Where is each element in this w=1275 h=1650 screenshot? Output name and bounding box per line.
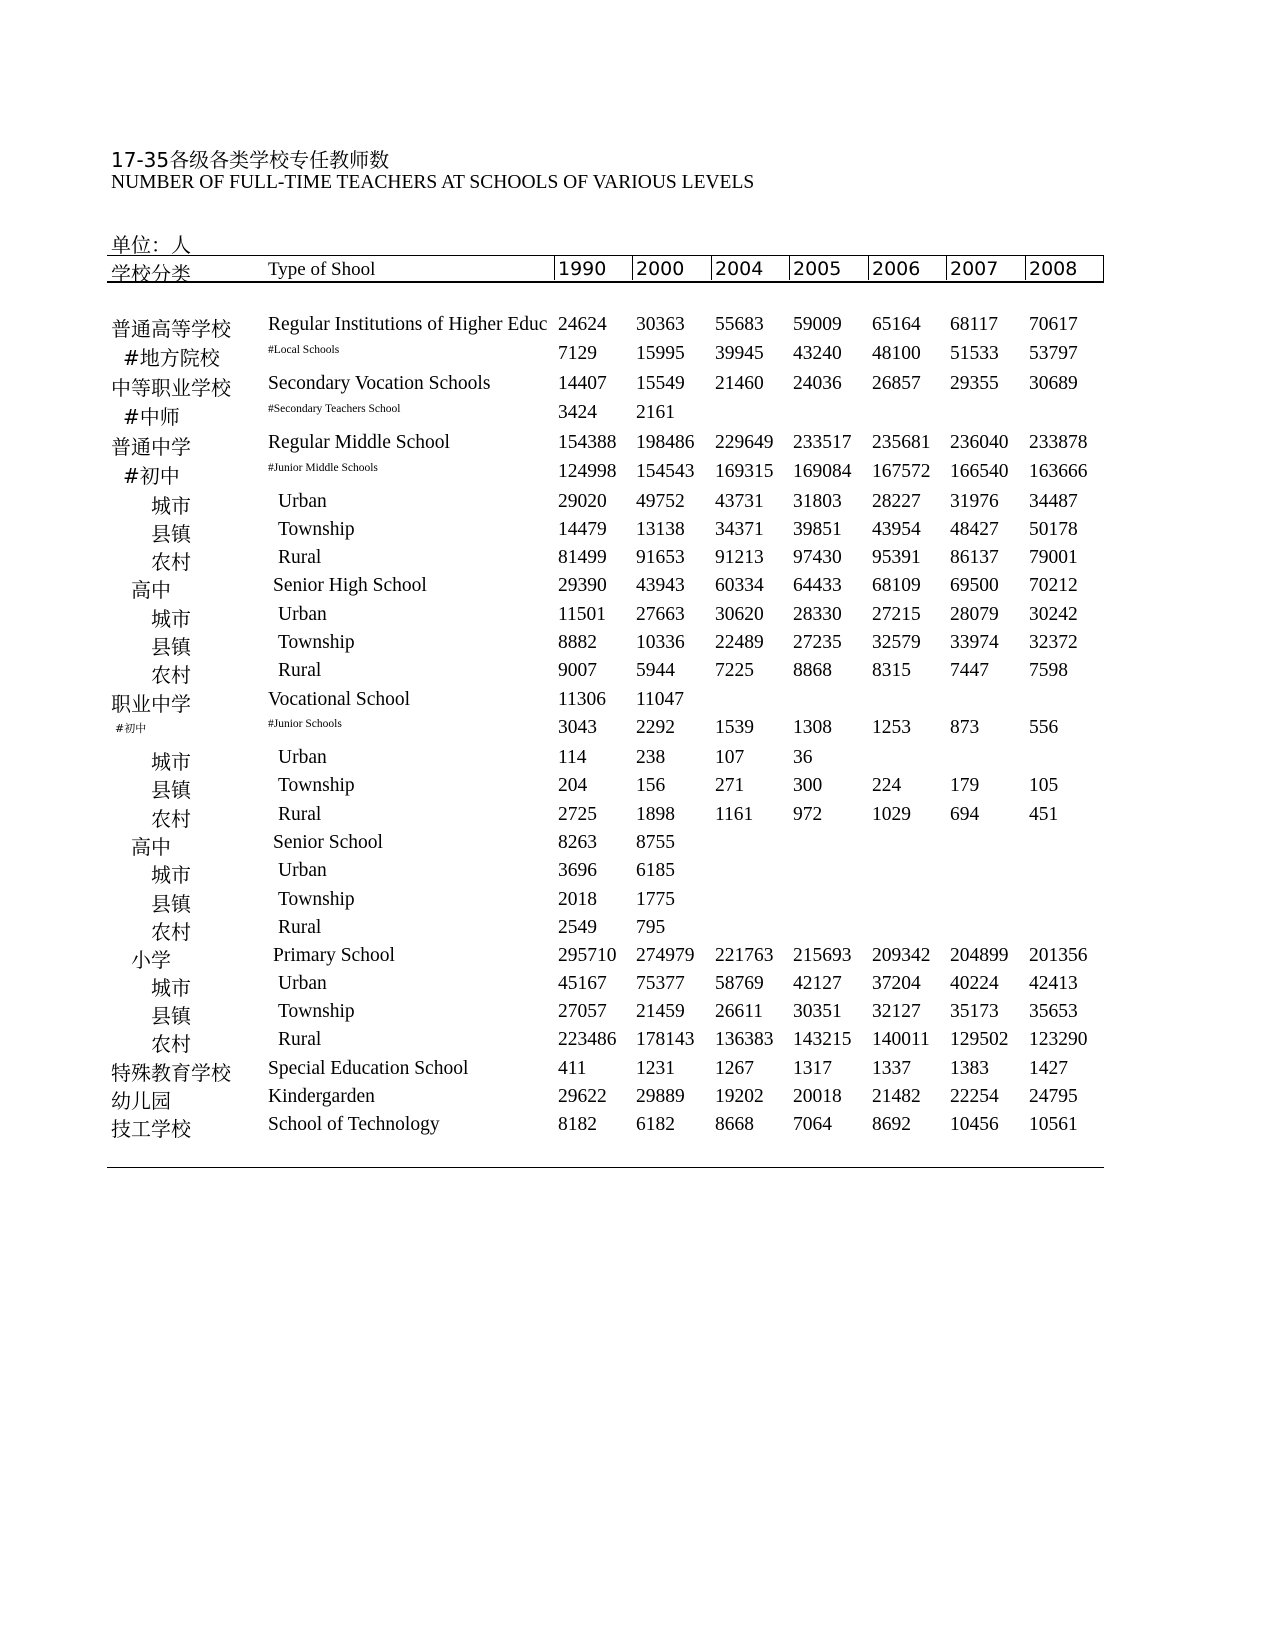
header-category-en: Type of Shool (268, 259, 376, 280)
row-label-cn: 城市 (151, 976, 191, 1000)
cell-value: 8668 (715, 1114, 754, 1135)
row-label-en: Township (278, 775, 355, 796)
cell-value: 42127 (793, 973, 842, 994)
table-title-chinese (111, 144, 389, 173)
table-row (0, 859, 1275, 887)
cell-value: 178143 (636, 1029, 695, 1050)
cell-value: 53797 (1029, 343, 1078, 364)
cell-value: 8315 (872, 660, 911, 681)
cell-value: 24036 (793, 373, 842, 394)
cell-value: 3696 (558, 860, 597, 881)
cell-value: 32372 (1029, 632, 1078, 653)
cell-value: 163666 (1029, 461, 1088, 482)
cell-value: 24624 (558, 314, 607, 335)
cell-value: 2161 (636, 402, 675, 423)
cell-value: 8882 (558, 632, 597, 653)
cell-value: 14407 (558, 373, 607, 394)
row-label-cn: #初中 (115, 722, 147, 735)
row-label-cn: 城市 (151, 494, 191, 518)
cell-value: 86137 (950, 547, 999, 568)
cell-value: 1231 (636, 1058, 675, 1079)
row-label-cn: 中等职业学校 (111, 376, 231, 400)
table-row (0, 490, 1275, 518)
table-row (0, 401, 1275, 429)
cell-value: 1539 (715, 717, 754, 738)
table-row (0, 688, 1275, 716)
cell-value: 91653 (636, 547, 685, 568)
row-label-cn: #初中 (123, 464, 180, 488)
row-label-en: Primary School (273, 945, 395, 966)
cell-value: 873 (950, 717, 980, 738)
row-label-en: #Local Schools (268, 344, 340, 356)
cell-value: 21459 (636, 1001, 685, 1022)
table-row (0, 574, 1275, 602)
cell-value: 29889 (636, 1086, 685, 1107)
cell-value: 31803 (793, 491, 842, 512)
table-row (0, 746, 1275, 774)
row-label-cn: 城市 (151, 750, 191, 774)
row-label-en: Urban (278, 604, 327, 625)
row-label-en: School of Technology (268, 1114, 440, 1135)
table-row (0, 1000, 1275, 1028)
cell-value: 95391 (872, 547, 921, 568)
cell-value: 233878 (1029, 432, 1088, 453)
row-label-cn: 县镇 (151, 635, 191, 659)
cell-value: 972 (793, 804, 823, 825)
cell-value: 69500 (950, 575, 999, 596)
cell-value: 204 (558, 775, 588, 796)
table-row (0, 803, 1275, 831)
cell-value: 37204 (872, 973, 921, 994)
header-year: 2006 (868, 256, 946, 280)
cell-value: 167572 (872, 461, 931, 482)
cell-value: 30363 (636, 314, 685, 335)
table-row (0, 774, 1275, 802)
header-year: 2008 (1025, 256, 1103, 280)
cell-value: 166540 (950, 461, 1009, 482)
cell-value: 124998 (558, 461, 617, 482)
cell-value: 1308 (793, 717, 832, 738)
cell-value: 97430 (793, 547, 842, 568)
cell-value: 2725 (558, 804, 597, 825)
cell-value: 271 (715, 775, 745, 796)
cell-value: 795 (636, 917, 666, 938)
cell-value: 24795 (1029, 1086, 1078, 1107)
cell-value: 7129 (558, 343, 597, 364)
cell-value: 10456 (950, 1114, 999, 1135)
row-label-cn: 县镇 (151, 522, 191, 546)
cell-value: 20018 (793, 1086, 842, 1107)
row-label-en: Regular Institutions of Higher Educ (268, 314, 548, 335)
cell-value: 233517 (793, 432, 852, 453)
cell-value: 8755 (636, 832, 675, 853)
cell-value: 7447 (950, 660, 989, 681)
cell-value: 30351 (793, 1001, 842, 1022)
row-label-cn: 农村 (151, 807, 191, 831)
cell-value: 201356 (1029, 945, 1088, 966)
cell-value: 1029 (872, 804, 911, 825)
cell-value: 31976 (950, 491, 999, 512)
cell-value: 27057 (558, 1001, 607, 1022)
row-label-cn: 职业中学 (111, 692, 191, 716)
table-row (0, 342, 1275, 370)
cell-value: 29355 (950, 373, 999, 394)
cell-value: 1427 (1029, 1058, 1068, 1079)
cell-value: 114 (558, 747, 587, 768)
cell-value: 169315 (715, 461, 774, 482)
table-title-english: NUMBER OF FULL-TIME TEACHERS AT SCHOOLS OF VARIOUS LEVELS (111, 172, 755, 193)
cell-value: 6182 (636, 1114, 675, 1135)
cell-value: 136383 (715, 1029, 774, 1050)
cell-value: 238 (636, 747, 666, 768)
row-label-en: Secondary Vocation Schools (268, 373, 491, 394)
cell-value: 300 (793, 775, 823, 796)
cell-value: 28227 (872, 491, 921, 512)
cell-value: 9007 (558, 660, 597, 681)
cell-value: 223486 (558, 1029, 617, 1050)
table-row (0, 916, 1275, 944)
row-label-en: #Secondary Teachers School (268, 403, 401, 415)
cell-value: 48427 (950, 519, 999, 540)
cell-value: 154388 (558, 432, 617, 453)
row-label-cn: 县镇 (151, 1004, 191, 1028)
cell-value: 30620 (715, 604, 764, 625)
row-label-cn: 城市 (151, 863, 191, 887)
cell-value: 1267 (715, 1058, 754, 1079)
cell-value: 59009 (793, 314, 842, 335)
table-row (0, 1057, 1275, 1085)
row-label-cn: #中师 (123, 405, 180, 429)
cell-value: 68117 (950, 314, 999, 335)
row-label-cn: 县镇 (151, 778, 191, 802)
cell-value: 27663 (636, 604, 685, 625)
cell-value: 75377 (636, 973, 685, 994)
cell-value: 39945 (715, 343, 764, 364)
cell-value: 295710 (558, 945, 617, 966)
header-year: 2000 (632, 256, 711, 280)
cell-value: 30689 (1029, 373, 1078, 394)
cell-value: 43240 (793, 343, 842, 364)
cell-value: 19202 (715, 1086, 764, 1107)
cell-value: 179 (950, 775, 980, 796)
cell-value: 274979 (636, 945, 695, 966)
table-row (0, 1085, 1275, 1113)
cell-value: 154543 (636, 461, 695, 482)
cell-value: 209342 (872, 945, 931, 966)
table-row (0, 1113, 1275, 1141)
cell-value: 42413 (1029, 973, 1078, 994)
cell-value: 30242 (1029, 604, 1078, 625)
cell-value: 51533 (950, 343, 999, 364)
cell-value: 81499 (558, 547, 607, 568)
cell-value: 8868 (793, 660, 832, 681)
cell-value: 68109 (872, 575, 921, 596)
cell-value: 5944 (636, 660, 675, 681)
cell-value: 49752 (636, 491, 685, 512)
row-label-en: Vocational School (268, 689, 411, 710)
table-row (0, 518, 1275, 546)
row-label-en: Rural (278, 917, 322, 938)
cell-value: 1337 (872, 1058, 911, 1079)
cell-value: 64433 (793, 575, 842, 596)
table-row (0, 831, 1275, 859)
cell-value: 7225 (715, 660, 754, 681)
cell-value: 65164 (872, 314, 921, 335)
cell-value: 79001 (1029, 547, 1078, 568)
table-row (0, 372, 1275, 400)
table-row (0, 460, 1275, 488)
row-label-en: Urban (278, 973, 327, 994)
cell-value: 32579 (872, 632, 921, 653)
cell-value: 3424 (558, 402, 597, 423)
row-label-en: Rural (278, 660, 322, 681)
cell-value: 35653 (1029, 1001, 1078, 1022)
row-label-en: Kindergarden (268, 1086, 375, 1107)
cell-value: 224 (872, 775, 902, 796)
table-row (0, 631, 1275, 659)
cell-value: 2549 (558, 917, 597, 938)
cell-value: 45167 (558, 973, 607, 994)
cell-value: 13138 (636, 519, 685, 540)
table-row (0, 313, 1275, 341)
cell-value: 33974 (950, 632, 999, 653)
cell-value: 70212 (1029, 575, 1078, 596)
cell-value: 26857 (872, 373, 921, 394)
cell-value: 1317 (793, 1058, 832, 1079)
row-label-en: Urban (278, 860, 327, 881)
table-row (0, 431, 1275, 459)
cell-value: 55683 (715, 314, 764, 335)
cell-value: 105 (1029, 775, 1059, 796)
table-row (0, 1028, 1275, 1056)
header-category-cn: 学校分类 (111, 262, 191, 286)
cell-value: 29020 (558, 491, 607, 512)
cell-value: 22489 (715, 632, 764, 653)
cell-value: 28079 (950, 604, 999, 625)
row-label-cn: 农村 (151, 920, 191, 944)
row-label-cn: #地方院校 (123, 346, 220, 370)
row-label-cn: 县镇 (151, 892, 191, 916)
cell-value: 43954 (872, 519, 921, 540)
cell-value: 221763 (715, 945, 774, 966)
cell-value: 91213 (715, 547, 764, 568)
cell-value: 10336 (636, 632, 685, 653)
cell-value: 58769 (715, 973, 764, 994)
cell-value: 29622 (558, 1086, 607, 1107)
table-number: 17-35 (111, 148, 170, 172)
row-label-en: Township (278, 632, 355, 653)
row-label-en: Regular Middle School (268, 432, 450, 453)
cell-value: 235681 (872, 432, 931, 453)
cell-value: 198486 (636, 432, 695, 453)
row-label-cn: 高中 (131, 835, 171, 859)
table-row (0, 603, 1275, 631)
cell-value: 236040 (950, 432, 1009, 453)
cell-value: 1253 (872, 717, 911, 738)
row-label-en: Township (278, 1001, 355, 1022)
row-label-en: Rural (278, 804, 322, 825)
cell-value: 556 (1029, 717, 1059, 738)
row-label-en: Urban (278, 747, 327, 768)
row-label-cn: 普通高等学校 (111, 317, 231, 341)
row-label-cn: 农村 (151, 550, 191, 574)
cell-value: 156 (636, 775, 666, 796)
cell-value: 694 (950, 804, 980, 825)
row-label-cn: 高中 (131, 578, 171, 602)
cell-value: 60334 (715, 575, 764, 596)
cell-value: 26611 (715, 1001, 764, 1022)
cell-value: 21460 (715, 373, 764, 394)
cell-value: 1383 (950, 1058, 989, 1079)
row-label-en: Senior High School (273, 575, 427, 596)
row-label-cn: 小学 (131, 948, 171, 972)
table-row (0, 716, 1275, 744)
table-row (0, 546, 1275, 574)
cell-value: 8692 (872, 1114, 911, 1135)
cell-value: 107 (715, 747, 745, 768)
cell-value: 34487 (1029, 491, 1078, 512)
header-year: 2007 (946, 256, 1025, 280)
row-label-en: Special Education School (268, 1058, 469, 1079)
row-label-en: Rural (278, 1029, 322, 1050)
table-row (0, 972, 1275, 1000)
cell-value: 35173 (950, 1001, 999, 1022)
row-label-en: Rural (278, 547, 322, 568)
cell-value: 70617 (1029, 314, 1078, 335)
table-row (0, 944, 1275, 972)
cell-value: 32127 (872, 1001, 921, 1022)
header-year: 1990 (554, 256, 632, 280)
cell-value: 2018 (558, 889, 597, 910)
cell-value: 14479 (558, 519, 607, 540)
cell-value: 169084 (793, 461, 852, 482)
row-label-en: Senior School (273, 832, 383, 853)
cell-value: 27215 (872, 604, 921, 625)
row-label-cn: 城市 (151, 607, 191, 631)
header-year: 2004 (711, 256, 789, 280)
cell-value: 28330 (793, 604, 842, 625)
row-label-cn: 特殊教育学校 (111, 1061, 231, 1085)
cell-value: 21482 (872, 1086, 921, 1107)
cell-value: 43943 (636, 575, 685, 596)
row-label-cn: 技工学校 (111, 1117, 191, 1141)
cell-value: 411 (558, 1058, 587, 1079)
cell-value: 22254 (950, 1086, 999, 1107)
row-label-cn: 幼儿园 (111, 1089, 171, 1113)
cell-value: 1898 (636, 804, 675, 825)
cell-value: 1775 (636, 889, 675, 910)
table-row (0, 888, 1275, 916)
row-label-cn: 普通中学 (111, 435, 191, 459)
cell-value: 15995 (636, 343, 685, 364)
cell-value: 34371 (715, 519, 764, 540)
cell-value: 39851 (793, 519, 842, 540)
cell-value: 29390 (558, 575, 607, 596)
cell-value: 11047 (636, 689, 685, 710)
cell-value: 48100 (872, 343, 921, 364)
cell-value: 204899 (950, 945, 1009, 966)
cell-value: 8182 (558, 1114, 597, 1135)
row-label-en: Township (278, 519, 355, 540)
table-row (0, 659, 1275, 687)
table-title-cn-text: 各级各类学校专任教师数 (169, 148, 390, 172)
cell-value: 215693 (793, 945, 852, 966)
table-header (107, 255, 1104, 286)
row-label-en: Urban (278, 491, 327, 512)
cell-value: 7064 (793, 1114, 832, 1135)
header-year: 2005 (789, 256, 868, 280)
cell-value: 11306 (558, 689, 607, 710)
row-label-en: #Junior Schools (268, 718, 342, 730)
cell-value: 36 (793, 747, 813, 768)
cell-value: 140011 (872, 1029, 930, 1050)
cell-value: 3043 (558, 717, 597, 738)
cell-value: 8263 (558, 832, 597, 853)
cell-value: 451 (1029, 804, 1059, 825)
cell-value: 10561 (1029, 1114, 1078, 1135)
row-label-cn: 农村 (151, 1032, 191, 1056)
cell-value: 143215 (793, 1029, 852, 1050)
cell-value: 40224 (950, 973, 999, 994)
bottom-rule (107, 1167, 1104, 1168)
row-label-en: Township (278, 889, 355, 910)
cell-value: 15549 (636, 373, 685, 394)
cell-value: 129502 (950, 1029, 1009, 1050)
row-label-cn: 农村 (151, 663, 191, 687)
cell-value: 2292 (636, 717, 675, 738)
cell-value: 1161 (715, 804, 754, 825)
cell-value: 7598 (1029, 660, 1068, 681)
cell-value: 27235 (793, 632, 842, 653)
cell-value: 229649 (715, 432, 774, 453)
cell-value: 11501 (558, 604, 607, 625)
cell-value: 6185 (636, 860, 675, 881)
cell-value: 43731 (715, 491, 764, 512)
row-label-en: #Junior Middle Schools (268, 462, 378, 474)
cell-value: 50178 (1029, 519, 1078, 540)
unit-label: 单位：人 (111, 233, 191, 257)
cell-value: 123290 (1029, 1029, 1088, 1050)
